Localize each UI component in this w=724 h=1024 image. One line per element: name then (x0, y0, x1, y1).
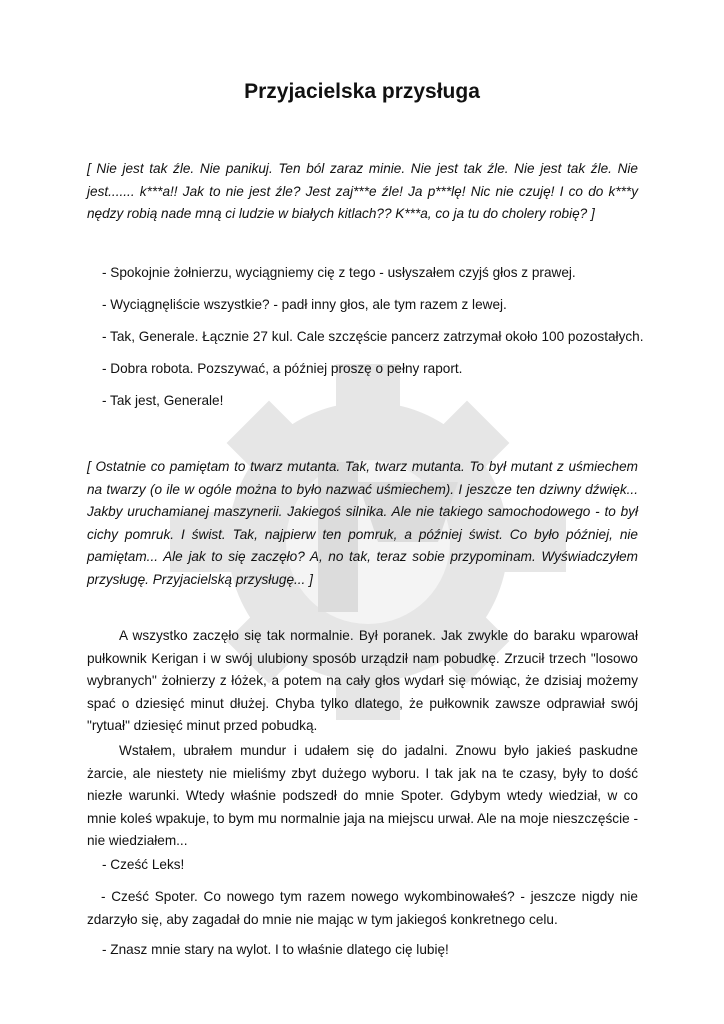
narrative-paragraph: A wszystko zaczęło się tak normalnie. Był poranek. Jak zwykle do baraku wparował pułkownik Kerigan i w swój ulubiony sposób urządził nam pobudkę. Zrzucił trzech "losowo wybranych" żołnierzy z łóżek, a potem na cały głos wydarł się mówiąc, że dzisiaj możemy spać o dziesięć minut dłużej. Chyba tylko dlatego, że pułkownik zawsze odprawiał swój "rytuał" dziesięć minut przed pobudką. (87, 628, 638, 733)
dialogue-line: - Wyciągnęliście wszystkie? - padł inny głos, ale tym razem z lewej. (102, 297, 507, 312)
dialogue-line: - Tak jest, Generale! (102, 393, 224, 408)
intro-monologue: [ Nie jest tak źle. Nie panikuj. Ten ból zaraz minie. Nie jest tak źle. Nie jest tak źle. Nie jest....... k***a!! Jak to nie jest źle? Jest zaj***e źle! Ja p***lę! Nic nie czuję! I co do k***y nędzy robią nade mną ci ludzie w białych kitlach?? K***a, co ja tu do cholery robię? ] (87, 161, 638, 221)
dialogue-line: - Dobra robota. Pozszywać, a później proszę o pełny raport. (102, 361, 463, 376)
second-monologue: [ Ostatnie co pamiętam to twarz mutanta. Tak, twarz mutanta. To był mutant z uśmiechem na twarzy (o ile w ogóle można to było nazwać uśmiechem). I jeszcze ten dziwny dźwięk... Jakby uruchamianej maszynerii. Jakiegoś silnika. Ale nie takiego samochodowego - to był cichy pomruk. I świst. Tak, najpierw ten pomruk, a później świst. Co było później, nie pamiętam... Ale jak to się zaczęło? A, no tak, teraz sobie przypominam. Wyświadczyłem przysługę. Przyjacielską przysługę... ] (87, 459, 638, 587)
narrative-paragraph: Wstałem, ubrałem mundur i udałem się do jadalni. Znowu było jakieś paskudne żarcie, ale niestety nie mieliśmy zbyt dużego wyboru. I tak jak na te czasy, były to dość niezłe warunki. Wtedy właśnie podszedł do mnie Spoter. Gdybym wtedy wiedział, w co mnie koleś wpakuje, to bym mu normalnie jaja na miejscu urwał. Ale na moje nieszczęście - nie wiedziałem... (87, 743, 638, 848)
dialogue-line: - Tak, Generale. Łącznie 27 kul. Cale szczęście pancerz zatrzymał około 100 pozostałych. (102, 329, 644, 344)
dialogue-paragraph: - Cześć Spoter. Co nowego tym razem nowego wykombinowałeś? - jeszcze nigdy nie zdarzyło się, aby zagadał do mnie nie mając w tym jakiegoś konkretnego celu. (87, 889, 638, 927)
dialogue-line: - Cześć Leks! (102, 857, 185, 872)
page-title: Przyjacielska przysługa (244, 80, 480, 103)
dialogue-line: - Znasz mnie stary na wylot. I to właśnie dlatego cię lubię! (102, 942, 449, 957)
dialogue-line: - Spokojnie żołnierzu, wyciągniemy cię z tego - usłyszałem czyjś głos z prawej. (102, 265, 576, 280)
